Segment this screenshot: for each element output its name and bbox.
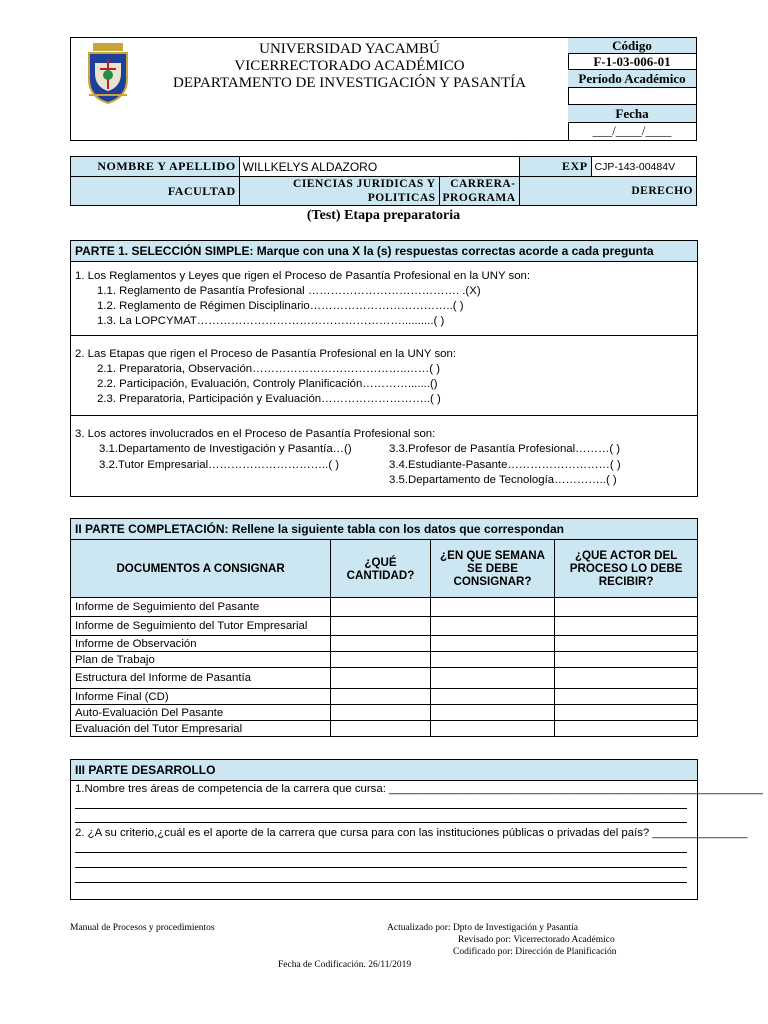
footer-actualizado: Actualizado por: Dpto de Investigación y Pasantía bbox=[387, 923, 579, 933]
q3-option-4[interactable]: 3.4.Estudiante-Pasante………………………( ) bbox=[389, 459, 621, 471]
nombre-label: NOMBRE Y APELLIDO bbox=[71, 157, 240, 177]
facultad-value-line-1: CIENCIAS JURIDICAS Y bbox=[293, 178, 436, 190]
q1-option-3[interactable]: 1.3. La LOPCYMAT………………………………………………..........( ) bbox=[97, 315, 445, 327]
carrera-label-line-1: CARRERA- bbox=[450, 178, 516, 190]
q3-option-5[interactable]: 3.5.Departamento de Tecnología…………..( ) bbox=[389, 474, 617, 486]
col-cantidad: ¿QUÉ CANTIDAD? bbox=[331, 540, 430, 598]
col-documentos: DOCUMENTOS A CONSIGNAR bbox=[71, 540, 331, 598]
doc-row-label: Estructura del Informe de Pasantía bbox=[71, 668, 331, 689]
development-question-2: 2. ¿A su criterio,¿cuál es el aporte de la carrera que cursa para con las instituciones públicas o privadas del país? _______________ bbox=[75, 827, 748, 839]
cell-semana[interactable] bbox=[430, 636, 555, 652]
cell-cantidad[interactable] bbox=[331, 721, 430, 737]
answer-line[interactable] bbox=[75, 852, 687, 853]
answer-line[interactable] bbox=[75, 808, 687, 809]
carrera-value[interactable]: DERECHO bbox=[519, 177, 696, 206]
part2-section bbox=[70, 518, 698, 539]
cell-actor[interactable] bbox=[555, 721, 698, 737]
q3-option-3[interactable]: 3.3.Profesor de Pasantía Profesional………( ) bbox=[389, 443, 621, 455]
cell-cantidad[interactable] bbox=[331, 617, 430, 636]
doc-row-label: Informe de Seguimiento del Pasante bbox=[71, 598, 331, 617]
question-3: 3. Los actores involucrados en el Proceso de Pasantía Profesional son: bbox=[75, 428, 436, 440]
cell-semana[interactable] bbox=[430, 689, 555, 705]
question-2: 2. Las Etapas que rigen el Proceso de Pasantía Profesional en la UNY son: bbox=[75, 348, 456, 360]
fecha-value[interactable]: ___/____/____ bbox=[592, 123, 672, 138]
q2-option-3[interactable]: 2.3. Preparatoria, Participación y Evaluación………………………..( ) bbox=[97, 393, 441, 405]
cell-cantidad[interactable] bbox=[331, 668, 430, 689]
cell-semana[interactable] bbox=[430, 721, 555, 737]
carrera-label-line-2: PROGRAMA bbox=[442, 192, 516, 204]
question-1: 1. Los Reglamentos y Leyes que rigen el Proceso de Pasantía Profesional en la UNY son: bbox=[75, 270, 531, 282]
facultad-label: FACULTAD bbox=[71, 177, 240, 206]
exp-label: EXP bbox=[519, 157, 591, 177]
answer-line[interactable] bbox=[75, 867, 687, 868]
footer-fecha-codificacion: Fecha de Codificación. 26/11/2019 bbox=[278, 960, 412, 970]
q2-option-2[interactable]: 2.2. Participación, Evaluación, Controly Planificación………….......() bbox=[97, 378, 438, 390]
footer-manual: Manual de Procesos y procedimientos bbox=[70, 923, 215, 933]
cell-actor[interactable] bbox=[555, 617, 698, 636]
cell-semana[interactable] bbox=[430, 668, 555, 689]
carrera-label bbox=[439, 177, 519, 206]
facultad-value-line-2: POLITICAS bbox=[367, 192, 436, 204]
cell-semana[interactable] bbox=[430, 598, 555, 617]
header-code-area bbox=[568, 38, 696, 140]
university-logo bbox=[85, 43, 131, 105]
footer-revisado: Revisado por: Vicerrectorado Académico bbox=[458, 935, 615, 945]
col-semana: ¿EN QUE SEMANA SE DEBE CONSIGNAR? bbox=[430, 540, 555, 598]
doc-row-label: Informe de Observación bbox=[71, 636, 331, 652]
cell-actor[interactable] bbox=[555, 598, 698, 617]
doc-row-label: Auto-Evaluación Del Pasante bbox=[71, 705, 331, 721]
cell-actor[interactable] bbox=[555, 668, 698, 689]
documents-table bbox=[70, 539, 698, 737]
codigo-value: F-1-03-006-01 bbox=[568, 54, 696, 70]
part3-header: III PARTE DESARROLLO bbox=[71, 760, 697, 781]
development-question-1: 1.Nombre tres áreas de competencia de la carrera que cursa: ___________________________________________________________ bbox=[75, 783, 763, 795]
codigo-label: Código bbox=[568, 38, 696, 54]
doc-row-label: Informe de Seguimiento del Tutor Empresarial bbox=[71, 617, 331, 636]
cell-actor[interactable] bbox=[555, 652, 698, 668]
department-name: DEPARTAMENTO DE INVESTIGACIÓN Y PASANTÍA bbox=[173, 75, 526, 91]
cell-actor[interactable] bbox=[555, 689, 698, 705]
header-title-area bbox=[71, 38, 569, 140]
footer-codificado: Codificado por: Dirección de Planificación bbox=[453, 947, 617, 957]
cell-actor[interactable] bbox=[555, 705, 698, 721]
cell-cantidad[interactable] bbox=[331, 705, 430, 721]
doc-row-label: Evaluación del Tutor Empresarial bbox=[71, 721, 331, 737]
cell-cantidad[interactable] bbox=[331, 652, 430, 668]
doc-row-label: Plan de Trabajo bbox=[71, 652, 331, 668]
q3-option-2[interactable]: 3.2.Tutor Empresarial…………………………..( ) bbox=[99, 459, 340, 471]
fecha-label: Fecha bbox=[568, 105, 696, 123]
cell-cantidad[interactable] bbox=[331, 598, 430, 617]
periodo-label: Período Académico bbox=[568, 70, 696, 88]
q3-option-1[interactable]: 3.1.Departamento de Investigación y Pasantía…() bbox=[99, 443, 352, 455]
university-name: UNIVERSIDAD YACAMBÚ bbox=[259, 41, 440, 57]
nombre-value[interactable]: WILLKELYS ALDAZORO bbox=[239, 157, 519, 177]
divider bbox=[71, 415, 697, 416]
part2-header: II PARTE COMPLETACIÓN: Rellene la siguiente tabla con los datos que correspondan bbox=[71, 519, 697, 540]
answer-line[interactable] bbox=[75, 822, 687, 823]
periodo-value[interactable] bbox=[568, 88, 696, 105]
cell-actor[interactable] bbox=[555, 636, 698, 652]
part1-header: PARTE 1. SELECCIÓN SIMPLE: Marque con una X la (s) respuestas correctas acorde a cada pregunta bbox=[71, 241, 697, 262]
cell-cantidad[interactable] bbox=[331, 636, 430, 652]
student-info-table bbox=[70, 156, 697, 206]
document-header bbox=[70, 37, 697, 141]
vicerrectorado-name: VICERRECTORADO ACADÉMICO bbox=[234, 58, 465, 74]
col-actor: ¿QUE ACTOR DEL PROCESO LO DEBE RECIBIR? bbox=[555, 540, 698, 598]
doc-row-label: Informe Final (CD) bbox=[71, 689, 331, 705]
answer-line[interactable] bbox=[75, 882, 687, 883]
facultad-value[interactable] bbox=[239, 177, 439, 206]
divider bbox=[71, 335, 697, 336]
cell-semana[interactable] bbox=[430, 617, 555, 636]
exp-value[interactable]: CJP-143-00484V bbox=[591, 157, 696, 177]
q1-option-2[interactable]: 1.2. Reglamento de Régimen Disciplinario………………………………..( ) bbox=[97, 300, 464, 312]
part3-section bbox=[70, 759, 763, 900]
cell-cantidad[interactable] bbox=[331, 689, 430, 705]
q2-option-1[interactable]: 2.1. Preparatoria, Observación…………………………………..……( ) bbox=[97, 363, 441, 375]
cell-semana[interactable] bbox=[430, 652, 555, 668]
part1-section bbox=[70, 240, 698, 497]
cell-semana[interactable] bbox=[430, 705, 555, 721]
test-subtitle: (Test) Etapa preparatoria bbox=[306, 208, 461, 223]
q1-option-1[interactable]: 1.1. Reglamento de Pasantía Profesional …………………………………. .(X) bbox=[97, 285, 481, 297]
